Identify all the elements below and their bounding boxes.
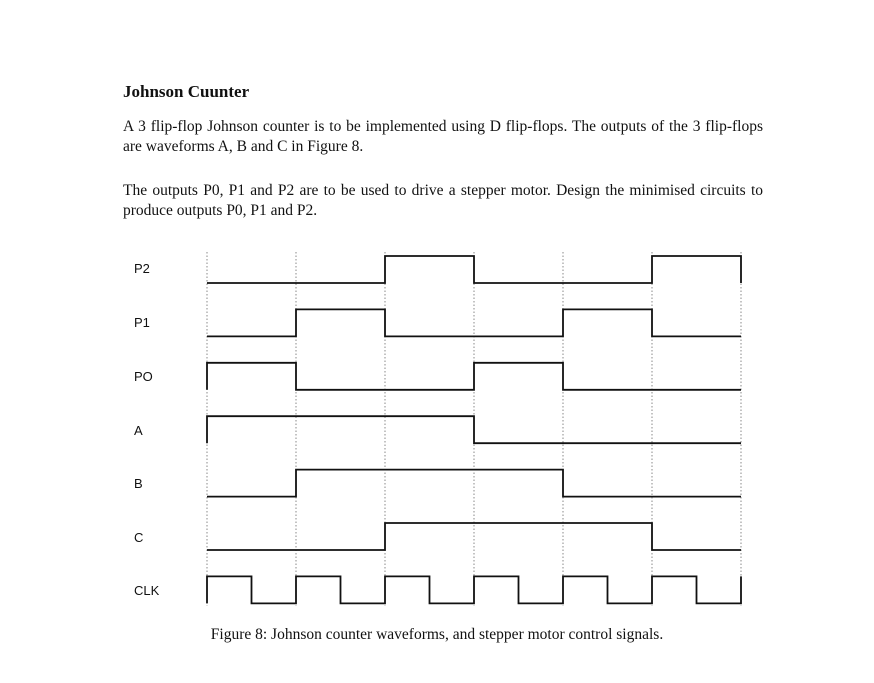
waveform-p2 — [207, 256, 741, 283]
waveform-po — [207, 363, 741, 390]
waveform-clk — [207, 576, 741, 603]
figure-caption: Figure 8: Johnson counter waveforms, and stepper motor control signals. — [210, 626, 664, 643]
signal-label-p0: PO — [134, 369, 153, 384]
signal-label-clk: CLK — [134, 583, 160, 598]
intro-paragraph: A 3 flip-flop Johnson counter is to be implemented using D flip-flops. The outputs of the 3 flip-flops are waveforms A, B and C in Figure 8. — [123, 118, 763, 155]
signal-label-b: B — [134, 476, 143, 491]
section-heading: Johnson Cuunter — [123, 82, 250, 101]
signal-label-a: A — [134, 423, 143, 438]
signal-label-c: C — [134, 530, 144, 545]
task-paragraph: The outputs P0, P1 and P2 are to be used to drive a stepper motor. Design the minimised circuits to produce outputs P0, P1 and P2. — [123, 182, 763, 219]
waveform-a — [207, 416, 741, 443]
signal-label-p2: P2 — [134, 261, 150, 276]
signal-label-p1: P1 — [134, 315, 150, 330]
